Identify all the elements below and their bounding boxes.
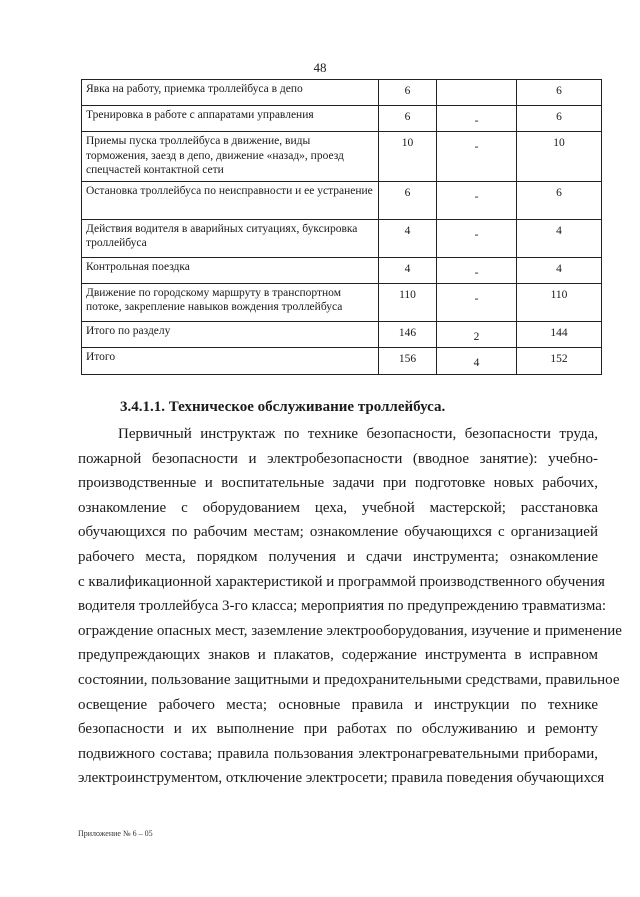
paragraph-line: пожарной безопасности и электробезопасности (вводное занятие): учебно- [78,450,598,467]
theory-hours-cell [437,80,517,106]
practice-hours-cell: 144 [517,321,602,347]
practice-hours-cell: 10 [517,132,602,181]
paragraph-line: рабочего места, порядком получения и сдачи инструмента; ознакомление [78,548,598,565]
theory-hours-cell: - [437,106,517,132]
paragraph-line: ознакомление с оборудованием цеха, учебной мастерской; расстановка [78,499,598,516]
page-number: 48 [313,60,327,75]
practice-hours-cell: 6 [517,106,602,132]
theory-hours-cell: - [437,257,517,283]
total-hours-cell: 110 [379,283,437,321]
topic-cell: Приемы пуска троллейбуса в движение, виды торможения, заезд в депо, движение «назад», проезд спецчастей контактной сети [82,132,379,181]
total-hours-cell: 146 [379,321,437,347]
topic-cell: Движение по городскому маршруту в транспортном потоке, закрепление навыков вождения троллейбуса [82,283,379,321]
paragraph-line: обучающихся по рабочим местам; ознакомление обучающихся с организацией [78,524,598,541]
topic-cell: Явка на работу, приемка троллейбуса в депо [82,80,379,106]
paragraph-line: водителя троллейбуса 3-го класса; мероприятия по предупреждению травматизма: [78,598,607,615]
table-row [82,80,602,106]
total-hours-cell: 6 [379,80,437,106]
paragraph-line: производственные и воспитательные задачи при подготовке новых рабочих, [78,475,598,492]
theory-hours-cell: 4 [437,348,517,374]
total-hours-cell: 10 [379,132,437,181]
practice-hours-cell: 110 [517,283,602,321]
theory-hours-cell: - [437,132,517,181]
table-row [82,283,602,321]
paragraph-line: с квалификационной характеристикой и программой производственного обучения [78,573,605,590]
paragraph-line: освещение рабочего места; основные правила и инструкции по технике [78,696,598,713]
table-row [82,181,602,219]
theory-hours-cell: - [437,219,517,257]
paragraph-line: предупреждающих знаков и плакатов, содержание инструмента в исправном [78,647,598,664]
paragraph-line: безопасности и их выполнение при работах по обслуживанию и ремонту [78,721,598,738]
table-row [82,106,602,132]
practice-hours-cell: 4 [517,257,602,283]
footer-note: Приложение № 6 – 05 [78,829,153,838]
topic-cell: Действия водителя в аварийных ситуациях, буксировка троллейбуса [82,219,379,257]
total-hours-cell: 4 [379,219,437,257]
paragraph-line: подвижного состава; правила пользования электронагревательными приборами, [78,745,598,762]
table-row [82,132,602,181]
table-row [82,321,602,347]
paragraph-line: ограждение опасных мест, заземление электрооборудования, изучение и применение [78,622,622,639]
theory-hours-cell: - [437,283,517,321]
theory-hours-cell: 2 [437,321,517,347]
topic-cell: Остановка троллейбуса по неисправности и ее устранение [82,181,379,219]
total-hours-cell: 6 [379,181,437,219]
section-heading: 3.4.1.1. Техническое обслуживание троллейбуса. [120,399,446,415]
table-row [82,257,602,283]
topic-cell: Контрольная поездка [82,257,379,283]
total-hours-cell: 6 [379,106,437,132]
table-row [82,219,602,257]
total-hours-cell: 4 [379,257,437,283]
topic-cell: Тренировка в работе с аппаратами управления [82,106,379,132]
training-hours-table [81,79,602,375]
practice-hours-cell: 152 [517,348,602,374]
total-hours-cell: 156 [379,348,437,374]
practice-hours-cell: 6 [517,80,602,106]
table-row [82,348,602,374]
practice-hours-cell: 4 [517,219,602,257]
theory-hours-cell: - [437,181,517,219]
section-paragraph [78,422,622,791]
paragraph-line: Первичный инструктаж по технике безопасности, безопасности труда, [118,426,598,442]
practice-hours-cell: 6 [517,181,602,219]
paragraph-line: электроинструментом, отключение электросети; правила поведения обучающихся [78,770,605,787]
topic-cell: Итого [82,348,379,374]
paragraph-line: состоянии, пользование защитными и предохранительными средствами, правильное [78,671,620,688]
topic-cell: Итого по разделу [82,321,379,347]
